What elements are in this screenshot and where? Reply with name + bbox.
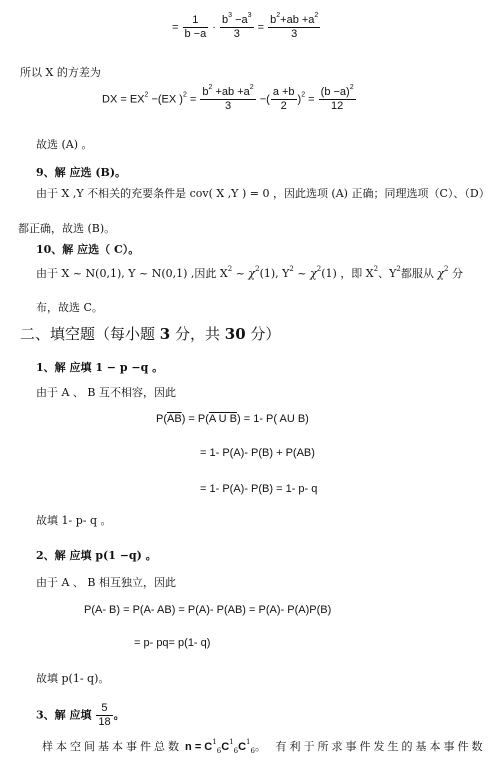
q10-line-2: 布，故选 C。: [36, 301, 103, 314]
fill-1-heading: 1、解 应填 1 − p −q 。: [36, 361, 164, 374]
q10-heading: 10、解 应选（ C）。: [36, 243, 140, 256]
fill-2-line-1: 由于 A 、 B 相互独立，因此: [36, 576, 177, 589]
q9-heading: 9、解 应选 (B)。: [36, 166, 127, 179]
equation-variance-expansion: = $\frac{1}{b -a}$ · $\frac{b^3 -a^3}{3}$ = $\frac{b^2+ab +a^2}{3}$: [172, 12, 319, 40]
q10-line-1: 由于 X ~ N(0,1), Y ~ N(0,1) ,因此 $X^2$ ~ $\chi^2(1)$, $Y^2$ ~ $\chi^2(1)$ ，即 $X^2$、$Y^2$都服从 $\chi^2$ 分: [36, 265, 463, 280]
fill-2-equation-1: P(A- B) = P(A- AB) = P(A)- P(AB) = P(A)- P(A)P(B): [84, 604, 332, 616]
equation-dx: DX = $EX^2 -(EX$ )$^2$ = $\frac{b^2 +ab +a^2}{3}$ −( $\frac{a +b}{2}$ )$^2$ = $\frac{(b -a)^2}{12}$: [102, 84, 354, 112]
fraction-1-over-b-minus-a: $\frac{1}{b -a}$: [184, 14, 207, 40]
fraction-cube-difference: $\frac{b^3 -a^3}{3}$: [222, 12, 252, 40]
fill-2-equation-2: = p- pq= p(1- q): [134, 637, 211, 649]
fill-2-answer: 故填 p(1- q)。: [36, 672, 110, 685]
chi-symbol: χ: [248, 267, 256, 280]
fill-1-equation-2: = 1- P(A)- P(B) + P(AB): [200, 447, 315, 459]
fill-3-heading: 3、解 应填 $\frac{5}{18}$ 。: [36, 702, 125, 728]
fill-1-equation-3: = 1- P(A)- P(B) = 1- p- q: [200, 483, 318, 495]
fill-3-line-1: 样本空间基本事件总数 $n = C^1_6C^1_6C^1_6$。 有利于所求事件发生的基本事件数: [42, 738, 486, 756]
fraction-5-over-18: $\frac{5}{18}$: [98, 702, 111, 728]
fraction-dx-term1: $\frac{b^2 +ab +a^2}{3}$: [202, 84, 254, 112]
answer-choose-a: 故选 (A) 。: [36, 138, 93, 151]
fraction-dx-result: $\frac{(b -a)^2}{12}$: [320, 84, 354, 112]
fill-1-answer: 故填 1- p- q 。: [36, 514, 112, 527]
fill-1-equation-1: $P(\overline{AB}) = P(A$ U B) = 1- P( AU B): [156, 413, 309, 425]
q9-line-1: 由于 X ,Y 不相关的充要条件是 cov( X ,Y ) = 0 ，因此选项 (A) 正确；同理选项（C）、（D）: [36, 187, 490, 200]
fill-2-heading: 2、解 应填 p(1 −q) 。: [36, 549, 157, 562]
section-title-fill-in-the-blank: 二、填空题（每小题 3 分，共 30 分）: [20, 325, 281, 343]
fraction-mean: $\frac{a +b}{2}$: [272, 86, 295, 112]
q9-line-2: 都正确，故选 (B)。: [18, 222, 116, 235]
paragraph-variance-intro: 所以 X 的方差为: [20, 66, 101, 79]
fraction-quadratic-sum: $\frac{b^2+ab +a^2}{3}$: [270, 12, 319, 40]
fill-1-line-1: 由于 A 、 B 互不相容，因此: [36, 386, 177, 399]
